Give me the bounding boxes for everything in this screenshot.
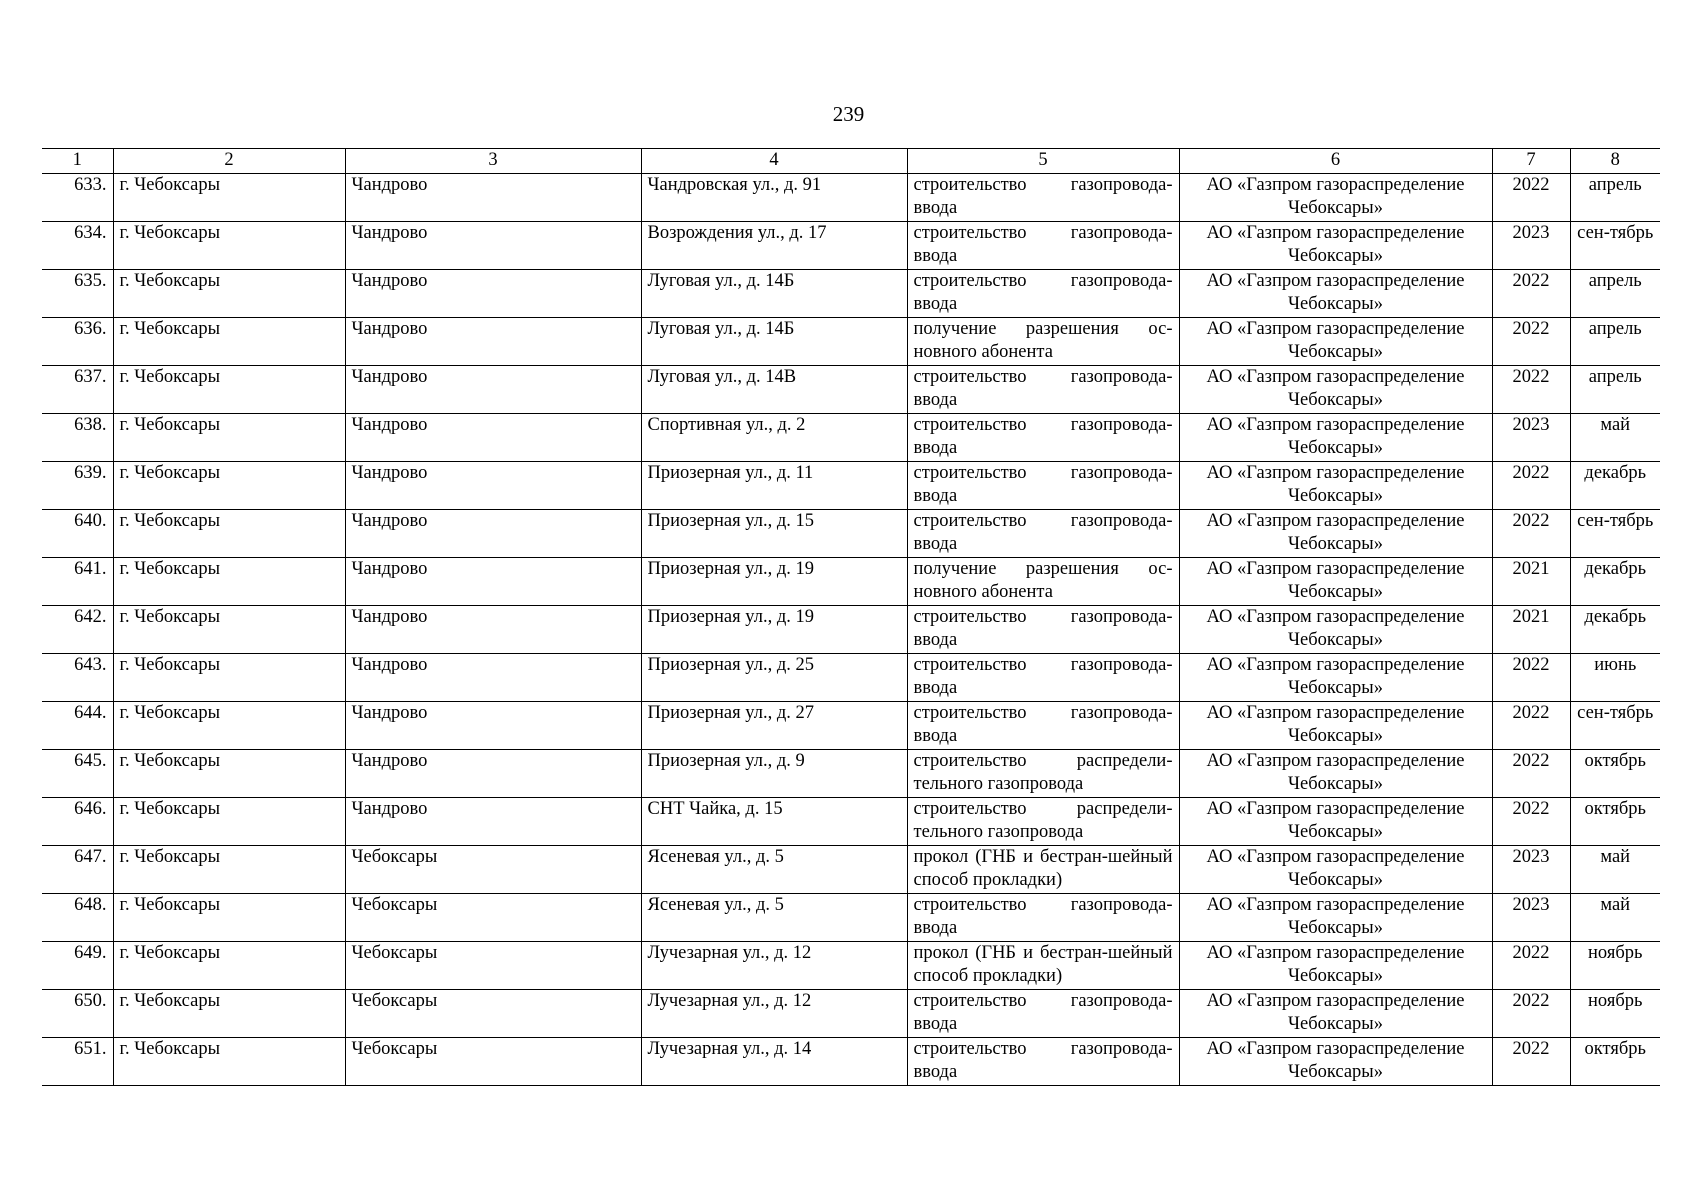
year-cell: 2022 (1492, 653, 1570, 701)
address-cell: СНТ Чайка, д. 15 (641, 797, 907, 845)
table-row (42, 317, 1660, 365)
month-cell: апрель (1570, 269, 1660, 317)
column-header: 5 (907, 149, 1179, 174)
year-cell: 2022 (1492, 749, 1570, 797)
table-row (42, 413, 1660, 461)
month-cell: октябрь (1570, 797, 1660, 845)
month-cell: ноябрь (1570, 989, 1660, 1037)
row-number: 645. (42, 749, 113, 797)
row-number: 636. (42, 317, 113, 365)
month-cell: май (1570, 893, 1660, 941)
address-cell: Лучезарная ул., д. 14 (641, 1037, 907, 1085)
year-cell: 2022 (1492, 317, 1570, 365)
column-header: 2 (113, 149, 345, 174)
row-number: 641. (42, 557, 113, 605)
organization-cell: АО «Газпром газораспределение Чебоксары» (1179, 557, 1492, 605)
work-type-cell: строительство газопровода-ввода (907, 173, 1179, 221)
city-cell: г. Чебоксары (113, 413, 345, 461)
year-cell: 2022 (1492, 797, 1570, 845)
city-cell: г. Чебоксары (113, 173, 345, 221)
table-row (42, 941, 1660, 989)
work-type-cell: строительство газопровода-ввода (907, 413, 1179, 461)
city-cell: г. Чебоксары (113, 653, 345, 701)
column-header: 3 (345, 149, 641, 174)
district-cell: Чандрово (345, 749, 641, 797)
year-cell: 2022 (1492, 173, 1570, 221)
district-cell: Чандрово (345, 605, 641, 653)
table-row (42, 461, 1660, 509)
row-number: 637. (42, 365, 113, 413)
table-row (42, 221, 1660, 269)
row-number: 642. (42, 605, 113, 653)
work-type-cell: строительство газопровода-ввода (907, 221, 1179, 269)
city-cell: г. Чебоксары (113, 365, 345, 413)
district-cell: Чебоксары (345, 845, 641, 893)
city-cell: г. Чебоксары (113, 221, 345, 269)
district-cell: Чебоксары (345, 989, 641, 1037)
month-cell: сен-тябрь (1570, 701, 1660, 749)
month-cell: декабрь (1570, 557, 1660, 605)
table-row (42, 701, 1660, 749)
city-cell: г. Чебоксары (113, 509, 345, 557)
organization-cell: АО «Газпром газораспределение Чебоксары» (1179, 461, 1492, 509)
work-type-cell: строительство газопровода-ввода (907, 509, 1179, 557)
month-cell: сен-тябрь (1570, 221, 1660, 269)
table-row (42, 797, 1660, 845)
table-row (42, 557, 1660, 605)
column-header: 4 (641, 149, 907, 174)
district-cell: Чандрово (345, 317, 641, 365)
city-cell: г. Чебоксары (113, 1037, 345, 1085)
row-number: 649. (42, 941, 113, 989)
organization-cell: АО «Газпром газораспределение Чебоксары» (1179, 317, 1492, 365)
table-row (42, 605, 1660, 653)
work-type-cell: строительство газопровода-ввода (907, 605, 1179, 653)
row-number: 647. (42, 845, 113, 893)
city-cell: г. Чебоксары (113, 605, 345, 653)
month-cell: сен-тябрь (1570, 509, 1660, 557)
year-cell: 2022 (1492, 701, 1570, 749)
table-row (42, 173, 1660, 221)
district-cell: Чебоксары (345, 941, 641, 989)
year-cell: 2022 (1492, 269, 1570, 317)
city-cell: г. Чебоксары (113, 461, 345, 509)
city-cell: г. Чебоксары (113, 893, 345, 941)
year-cell: 2022 (1492, 509, 1570, 557)
work-type-cell: прокол (ГНБ и бестран-шейный способ прокладки) (907, 845, 1179, 893)
district-cell: Чебоксары (345, 893, 641, 941)
organization-cell: АО «Газпром газораспределение Чебоксары» (1179, 797, 1492, 845)
row-number: 646. (42, 797, 113, 845)
address-cell: Приозерная ул., д. 15 (641, 509, 907, 557)
row-number: 639. (42, 461, 113, 509)
city-cell: г. Чебоксары (113, 701, 345, 749)
city-cell: г. Чебоксары (113, 845, 345, 893)
work-type-cell: строительство газопровода-ввода (907, 653, 1179, 701)
organization-cell: АО «Газпром газораспределение Чебоксары» (1179, 653, 1492, 701)
row-number: 651. (42, 1037, 113, 1085)
organization-cell: АО «Газпром газораспределение Чебоксары» (1179, 1037, 1492, 1085)
address-cell: Лучезарная ул., д. 12 (641, 989, 907, 1037)
address-cell: Приозерная ул., д. 25 (641, 653, 907, 701)
district-cell: Чандрово (345, 365, 641, 413)
organization-cell: АО «Газпром газораспределение Чебоксары» (1179, 893, 1492, 941)
address-cell: Лучезарная ул., д. 12 (641, 941, 907, 989)
year-cell: 2022 (1492, 461, 1570, 509)
work-type-cell: получение разрешения ос-новного абонента (907, 557, 1179, 605)
organization-cell: АО «Газпром газораспределение Чебоксары» (1179, 269, 1492, 317)
organization-cell: АО «Газпром газораспределение Чебоксары» (1179, 605, 1492, 653)
district-cell: Чебоксары (345, 1037, 641, 1085)
district-cell: Чандрово (345, 653, 641, 701)
address-cell: Чандровская ул., д. 91 (641, 173, 907, 221)
year-cell: 2023 (1492, 893, 1570, 941)
table-row (42, 365, 1660, 413)
district-cell: Чандрово (345, 173, 641, 221)
year-cell: 2021 (1492, 605, 1570, 653)
district-cell: Чандрово (345, 509, 641, 557)
row-number: 640. (42, 509, 113, 557)
city-cell: г. Чебоксары (113, 941, 345, 989)
organization-cell: АО «Газпром газораспределение Чебоксары» (1179, 221, 1492, 269)
address-cell: Приозерная ул., д. 19 (641, 557, 907, 605)
table-row (42, 845, 1660, 893)
year-cell: 2023 (1492, 413, 1570, 461)
table-row (42, 509, 1660, 557)
district-cell: Чандрово (345, 269, 641, 317)
month-cell: апрель (1570, 317, 1660, 365)
organization-cell: АО «Газпром газораспределение Чебоксары» (1179, 989, 1492, 1037)
work-type-cell: строительство распредели-тельного газопровода (907, 749, 1179, 797)
row-number: 635. (42, 269, 113, 317)
address-cell: Приозерная ул., д. 9 (641, 749, 907, 797)
address-cell: Луговая ул., д. 14Б (641, 317, 907, 365)
table-row (42, 749, 1660, 797)
city-cell: г. Чебоксары (113, 989, 345, 1037)
work-type-cell: строительство распредели-тельного газопровода (907, 797, 1179, 845)
year-cell: 2023 (1492, 221, 1570, 269)
work-type-cell: строительство газопровода-ввода (907, 1037, 1179, 1085)
table-body (42, 173, 1660, 1085)
work-type-cell: строительство газопровода-ввода (907, 893, 1179, 941)
year-cell: 2022 (1492, 989, 1570, 1037)
month-cell: октябрь (1570, 1037, 1660, 1085)
month-cell: октябрь (1570, 749, 1660, 797)
row-number: 633. (42, 173, 113, 221)
year-cell: 2022 (1492, 941, 1570, 989)
city-cell: г. Чебоксары (113, 269, 345, 317)
address-cell: Луговая ул., д. 14В (641, 365, 907, 413)
organization-cell: АО «Газпром газораспределение Чебоксары» (1179, 413, 1492, 461)
district-cell: Чандрово (345, 461, 641, 509)
organization-cell: АО «Газпром газораспределение Чебоксары» (1179, 509, 1492, 557)
column-number-row (42, 149, 1660, 174)
row-number: 643. (42, 653, 113, 701)
row-number: 648. (42, 893, 113, 941)
row-number: 650. (42, 989, 113, 1037)
table-row (42, 269, 1660, 317)
page-number: 239 (832, 102, 865, 126)
city-cell: г. Чебоксары (113, 317, 345, 365)
organization-cell: АО «Газпром газораспределение Чебоксары» (1179, 749, 1492, 797)
work-type-cell: строительство газопровода-ввода (907, 269, 1179, 317)
address-cell: Луговая ул., д. 14Б (641, 269, 907, 317)
organization-cell: АО «Газпром газораспределение Чебоксары» (1179, 845, 1492, 893)
row-number: 644. (42, 701, 113, 749)
address-cell: Ясеневая ул., д. 5 (641, 845, 907, 893)
address-cell: Возрождения ул., д. 17 (641, 221, 907, 269)
address-cell: Приозерная ул., д. 27 (641, 701, 907, 749)
work-type-cell: строительство газопровода-ввода (907, 461, 1179, 509)
table-row (42, 1037, 1660, 1085)
month-cell: декабрь (1570, 605, 1660, 653)
work-type-cell: получение разрешения ос-новного абонента (907, 317, 1179, 365)
month-cell: апрель (1570, 173, 1660, 221)
district-cell: Чандрово (345, 413, 641, 461)
year-cell: 2021 (1492, 557, 1570, 605)
district-cell: Чандрово (345, 557, 641, 605)
work-type-cell: строительство газопровода-ввода (907, 701, 1179, 749)
month-cell: май (1570, 845, 1660, 893)
row-number: 634. (42, 221, 113, 269)
work-type-cell: строительство газопровода-ввода (907, 365, 1179, 413)
address-cell: Спортивная ул., д. 2 (641, 413, 907, 461)
work-type-cell: прокол (ГНБ и бестран-шейный способ прокладки) (907, 941, 1179, 989)
district-cell: Чандрово (345, 221, 641, 269)
address-cell: Приозерная ул., д. 19 (641, 605, 907, 653)
year-cell: 2023 (1492, 845, 1570, 893)
organization-cell: АО «Газпром газораспределение Чебоксары» (1179, 701, 1492, 749)
city-cell: г. Чебоксары (113, 557, 345, 605)
month-cell: май (1570, 413, 1660, 461)
column-header: 8 (1570, 149, 1660, 174)
month-cell: ноябрь (1570, 941, 1660, 989)
organization-cell: АО «Газпром газораспределение Чебоксары» (1179, 365, 1492, 413)
year-cell: 2022 (1492, 1037, 1570, 1085)
district-cell: Чандрово (345, 701, 641, 749)
month-cell: декабрь (1570, 461, 1660, 509)
city-cell: г. Чебоксары (113, 749, 345, 797)
address-cell: Ясеневая ул., д. 5 (641, 893, 907, 941)
row-number: 638. (42, 413, 113, 461)
address-cell: Приозерная ул., д. 11 (641, 461, 907, 509)
table-row (42, 989, 1660, 1037)
register-table (42, 148, 1660, 1086)
district-cell: Чандрово (345, 797, 641, 845)
column-header: 7 (1492, 149, 1570, 174)
column-header: 1 (42, 149, 113, 174)
month-cell: апрель (1570, 365, 1660, 413)
year-cell: 2022 (1492, 365, 1570, 413)
organization-cell: АО «Газпром газораспределение Чебоксары» (1179, 173, 1492, 221)
column-header: 6 (1179, 149, 1492, 174)
city-cell: г. Чебоксары (113, 797, 345, 845)
table-row (42, 893, 1660, 941)
month-cell: июнь (1570, 653, 1660, 701)
work-type-cell: строительство газопровода-ввода (907, 989, 1179, 1037)
table-row (42, 653, 1660, 701)
organization-cell: АО «Газпром газораспределение Чебоксары» (1179, 941, 1492, 989)
